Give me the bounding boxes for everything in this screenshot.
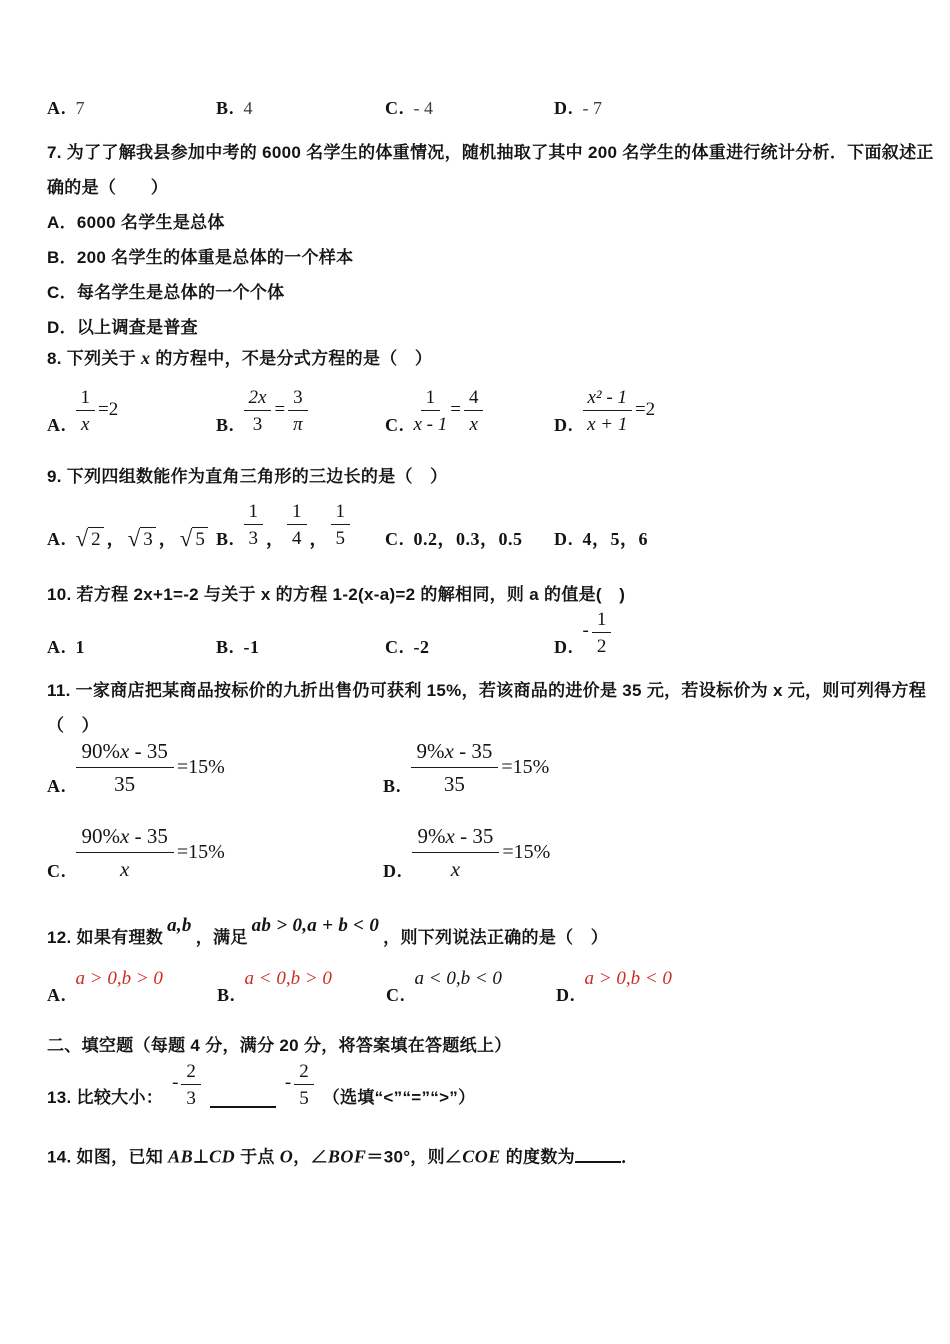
option-value: - 4 [413,98,433,118]
q10-options-row [47,606,930,658]
option-label: C. [47,861,67,881]
question-11-line2: （ ） [47,716,99,735]
fraction-denominator: 3 [252,414,263,435]
q10-option-c [385,637,430,658]
option-value: a < 0,b > 0 [244,968,332,989]
fraction-denominator: x - 1 [413,414,448,435]
fraction-numerator: 1 [421,386,441,411]
equation-suffix: =15% [502,841,551,863]
option-label: C. [385,529,405,549]
numerator-variable: x [445,824,455,848]
fraction-denominator: 5 [335,528,346,549]
question-text: ，∠ [293,1147,328,1167]
q8-option-d [554,386,655,436]
q9-option-a [47,527,208,550]
square-root [128,527,156,550]
q9-option-b [216,500,350,550]
segment-AB: AB [168,1146,194,1167]
option-label: C. [386,985,406,1005]
radical-sign: √ [179,526,193,551]
q8-option-b [216,386,308,436]
q7-option-b: B．200 名学生的体重是总体的一个样本 [47,248,354,267]
question-14 [47,1142,917,1171]
q6-option-a [47,98,85,119]
fraction-denominator: x [120,857,130,881]
numerator-constant: - 35 [454,824,494,848]
fraction-denominator: x [469,414,478,435]
question-7-line2: 确的是（ ） [47,178,169,197]
title-text: 的方程中，不是分式方程的是（ ） [150,349,433,368]
variable-x: x [141,348,151,368]
q10-option-d [554,608,611,658]
math-expression: ab > 0,a + b < 0 [251,915,380,936]
option-value: 4 [243,98,253,118]
fraction-numerator: 2 [181,1060,201,1085]
fraction-denominator: 3 [248,528,259,549]
fraction [411,738,499,797]
separator: ， [266,529,285,549]
radicand: 5 [192,527,208,550]
question-text: ． [620,1147,639,1167]
option-label: A. [47,415,67,435]
q10-option-b [216,637,260,658]
radicand: 2 [88,527,104,550]
perpendicular-symbol: ⊥ [193,1146,210,1167]
question-9-title: 9. 下列四组数能作为直角三角形的三边长的是（ ） [47,467,448,486]
numerator-variable: x [444,739,454,763]
fraction-denominator: x + 1 [587,414,628,435]
minus-sign: - [582,620,589,641]
q13-content [47,1060,475,1110]
q8-options-row [47,374,930,436]
fraction-numerator: 4 [464,386,484,411]
option-value: a < 0,b < 0 [414,968,502,989]
fraction [412,823,500,882]
q12-options-row [47,962,930,1006]
square-root [76,527,104,550]
separator: ， [309,529,328,549]
radicand: 3 [140,527,156,550]
q6-option-d [554,98,602,119]
option-value: -1 [243,637,260,657]
option-label: D. [383,861,403,881]
q12-option-d [556,968,672,1006]
numerator-variable: x [120,824,130,848]
fraction-denominator: x [81,414,90,435]
q12-option-c [386,968,502,1006]
option-label: C. [385,637,405,657]
option-value: 4，5，6 [582,529,648,549]
q8-option-c [385,386,483,436]
fraction [76,386,96,436]
option-label: D. [554,98,574,118]
option-label: A. [47,637,67,657]
q11-options-row-ab [47,737,930,797]
fraction-denominator: 2 [596,636,607,657]
question-8-title [47,345,917,372]
equation-suffix: =15% [501,756,550,778]
minus-sign: - [172,1072,179,1093]
q11-options-row-cd [47,822,930,882]
fraction-numerator [76,738,174,768]
fraction-numerator: 1 [592,608,612,633]
q9-option-d [554,529,648,550]
q12-option-a [47,968,163,1006]
fraction-numerator: 2 [294,1060,314,1085]
q11-option-b [383,738,549,797]
equation-suffix: =2 [98,399,119,420]
fraction-denominator: 5 [299,1088,309,1109]
fraction-numerator: 3 [288,386,308,411]
fill-hint: （选填“<”“=”“>”） [322,1088,476,1107]
numerator-constant: - 35 [129,739,168,763]
q12-option-b [217,968,332,1006]
q9-options-row [47,492,930,550]
option-value: -2 [413,637,430,657]
option-label: C. [385,98,405,118]
fraction [76,823,174,882]
option-label: B. [217,985,236,1005]
q11-option-c [47,823,225,882]
answer-blank [575,1142,621,1163]
question-10-title: 10. 若方程 2x+1=-2 与关于 x 的方程 1-2(x-a)=2 的解相同，则 a 的值是( ) [47,585,626,604]
fraction-denominator: π [293,414,303,435]
q11-option-d [383,823,550,882]
option-label: A. [47,98,67,118]
equals-sign: = [274,399,286,420]
option-label: B. [216,637,235,657]
question-text: 14. 如图，已知 [47,1147,169,1167]
q7-option-c: C．每名学生是总体的一个个体 [47,283,285,302]
numerator-variable: x [120,739,130,763]
q7-option-d: D．以上调查是普查 [47,318,198,337]
minus-sign: - [284,1072,292,1093]
option-value: a > 0,b < 0 [584,968,672,989]
q8-option-a [47,386,118,436]
radical-sign: √ [127,526,141,551]
fraction [583,386,632,436]
option-value: - 7 [582,98,602,118]
option-value: 1 [75,637,85,657]
q10-option-a [47,637,85,658]
fraction-numerator: 1 [244,500,264,525]
title-text: ，则下列说法正确的是（ ） [383,928,609,947]
question-12-title [47,915,917,951]
fraction [414,386,448,436]
option-label: A. [47,776,67,796]
point-O: O [279,1146,294,1167]
equation-suffix: =15% [176,841,225,863]
option-value: 0.2，0.3，0.5 [413,529,523,549]
square-root [180,527,208,550]
option-label: B. [216,415,235,435]
question-13 [47,1056,930,1110]
q11-option-a [47,738,225,797]
numerator-constant: - 35 [129,824,168,848]
option-label: D. [554,529,574,549]
option-value: a > 0,b > 0 [75,968,163,989]
fraction [244,500,264,550]
equation-suffix: =2 [634,399,656,420]
fraction-denominator: 4 [292,528,302,549]
fraction-numerator [76,823,174,853]
fraction [181,1060,201,1110]
fraction-numerator: 1 [287,500,307,525]
option-label: D. [554,415,574,435]
fraction [592,608,612,658]
fraction [76,738,174,797]
option-label: D. [554,637,574,657]
section-2-header: 二、填空题（每题 4 分，满分 20 分，将答案填在答题纸上） [47,1036,512,1055]
equals-sign: = [450,399,461,420]
radical-sign: √ [75,526,89,551]
fraction-numerator [411,738,499,768]
separator: ， [158,529,177,549]
question-7-line1: 7. 为了了解我县参加中考的 6000 名学生的体重情况，随机抽取了其中 200 名学生的体重进行统计分析．下面叙述正 [47,143,934,162]
numerator-coefficient: 90% [81,739,120,763]
fraction-numerator: 2x [244,386,272,411]
q6-options-row [47,97,930,119]
math-expression: a,b [167,915,192,936]
separator: ， [106,529,125,549]
fraction [287,500,307,550]
title-text: ，满足 [195,928,248,947]
option-label: B. [216,98,235,118]
title-text: 12. 如果有理数 [47,928,164,947]
q9-option-c [385,529,523,550]
option-label: D. [556,985,576,1005]
segment-CD: CD [209,1146,236,1167]
answer-blank [210,1106,276,1108]
numerator-coefficient: 9% [417,824,446,848]
question-text: 的度数为 [500,1147,575,1167]
numerator-coefficient: 90% [81,824,120,848]
angle-COE: COE [462,1146,501,1167]
question-text: ＝30°，则∠ [366,1147,463,1167]
question-text: 于点 [235,1147,280,1167]
fraction-numerator: 1 [76,386,96,411]
q7-option-a: A．6000 名学生是总体 [47,213,225,232]
fraction-numerator [412,823,500,853]
fraction-denominator: x [450,857,461,881]
title-text: 8. 下列关于 [47,349,142,368]
option-label: C. [385,415,405,435]
option-value: 7 [75,98,85,118]
fraction-denominator: 35 [114,772,136,796]
question-11-line1: 11. 一家商店把某商品按标价的九折出售仍可获利 15%，若该商品的进价是 35 元，若设标价为 x 元，则可列得方程 [47,681,927,700]
option-label: B. [216,529,235,549]
fraction [294,1060,314,1110]
option-label: A. [47,529,67,549]
equation-suffix: =15% [176,756,225,778]
option-label: B. [383,776,402,796]
fraction [244,386,272,436]
fraction [288,386,308,436]
angle-BOF: BOF [327,1146,367,1167]
option-label: A. [47,985,67,1005]
fraction-denominator: 35 [443,772,465,796]
question-13-label: 13. 比较大小： [47,1088,164,1107]
fraction [464,386,484,436]
numerator-constant: - 35 [453,739,493,763]
q6-option-c [385,98,433,119]
numerator-coefficient: 9% [416,739,445,763]
fraction-numerator: 1 [331,500,351,525]
fraction-denominator: 3 [186,1088,196,1109]
fraction-numerator: x² - 1 [583,386,632,411]
fraction [331,500,351,550]
q6-option-b [216,98,253,119]
